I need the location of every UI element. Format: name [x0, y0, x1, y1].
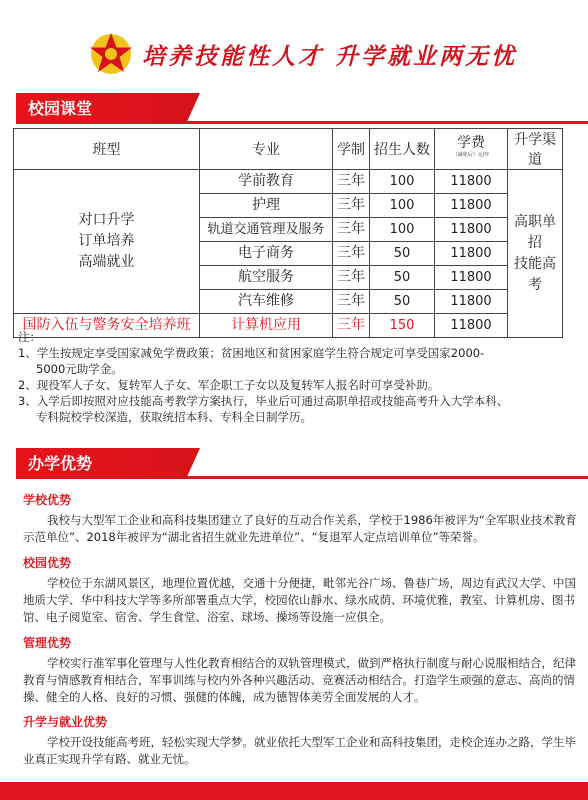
advantage-text: 我校与大型军工企业和高科技集团建立了良好的互动合作关系，学校于1986年被评为“全军职业技术教育示范单位”、2018年被评为“湖北省招生就业先进单位”、“复退军人定点培训单位”等荣誉。: [23, 513, 577, 544]
advantage-text: 学校位于东湖风景区，地理位置优越，交通十分便捷，毗邻光谷广场、鲁巷广场，周边有武汉大学、中国地质大学、华中科技大学等多所部署重点大学，校园依山靜水、绿水成荫、环境优雅，教室、计算机房、图书馆、电子阅览室、宿舍、学生食堂、浴室、球场、操场等设施一应俱全。: [23, 576, 576, 624]
col-header-count: 招生人数: [370, 129, 435, 170]
advantage-title: 管理优势: [23, 636, 72, 650]
notes-label: 注：: [18, 330, 41, 344]
advantage-title: 校园优势: [23, 556, 72, 570]
class-type-line: 对口升学: [78, 212, 135, 228]
advantage-title: 升学与就业优势: [23, 715, 108, 729]
major-cell: 护理: [200, 194, 333, 218]
fee-cell: 11800: [435, 314, 508, 338]
col-header-channel: 升学渠道: [508, 129, 563, 170]
note-3: 3、入学后即按照对应技能高考教学方案执行，毕业后可通过高职单招或技能高考升入大学本科、: [18, 394, 509, 408]
col-header-major: 专业: [200, 129, 333, 170]
note-1: 1、学生按规定享受国家减免学费政策；贫困地区和贫困家庭学生符合规定可享受国家2000-: [18, 346, 485, 360]
channel-line: 技能高考: [514, 255, 556, 293]
table-row: [14, 170, 563, 194]
count-cell: 100: [370, 194, 435, 218]
class-type-line: 高端就业: [78, 254, 135, 270]
advantage-title: 学校优势: [23, 493, 72, 507]
channel-line: 高职单招: [514, 213, 556, 251]
count-cell: 50: [370, 290, 435, 314]
major-cell: 航空服务: [200, 266, 333, 290]
years-cell: 三年: [333, 170, 370, 194]
major-cell: 电子商务: [200, 242, 333, 266]
note-2: 2、现役军人子女、复转军人子女、军企职工子女以及复转军人报名时可享受补助。: [18, 378, 440, 392]
footer-bar: [0, 782, 588, 800]
fee-cell: 11800: [435, 170, 508, 194]
years-cell: 三年: [333, 242, 370, 266]
years-cell: 三年: [333, 290, 370, 314]
advantage-employment: [23, 714, 578, 768]
note-3-cont: 专科院校学校深造，获取统招本科、专科全日制学历。: [36, 410, 312, 424]
advantage-text: 学校实行准军事化管理与人性化教育相结合的双轨管理模式，做到严格执行制度与耐心说服相结合，纪律教育与情感教育相结合，军事训练与校内外各种兴趣活动、竞赛活动相结合。打造学生顽强的意志、高尚的情操、健全的人格、良好的习惯、强健的体魄，成为德智体美劳全面发展的人才。: [23, 656, 576, 704]
fee-header-note: （减免后）元/年: [452, 152, 490, 158]
years-cell: 三年: [333, 218, 370, 242]
section-advantages: [16, 448, 588, 479]
major-cell: 轨道交通管理及服务: [200, 218, 333, 242]
class-type-line: 订单培养: [78, 233, 135, 249]
col-header-years: 学制: [333, 129, 370, 170]
fee-header-label: 学费: [457, 135, 485, 151]
col-header-fee: [435, 129, 508, 170]
section-title: 办学优势: [16, 448, 186, 479]
major-cell: 学前教育: [200, 170, 333, 194]
years-cell: 三年: [333, 314, 370, 338]
special-class-type-cell: 国防入伍与警务安全培养班: [14, 314, 200, 338]
class-type-cell: [14, 170, 200, 314]
fee-cell: 11800: [435, 218, 508, 242]
advantage-management: [23, 635, 578, 706]
count-cell: 50: [370, 266, 435, 290]
header-slogan: 培养技能性人才 升学就业两无忧: [142, 43, 518, 70]
advantage-school: [23, 492, 578, 546]
advantage-text: 学校开设技能高考班，轻松实现大学梦。就业依托大型军工企业和高科技集团，走校企连办之路，学生毕业真正实现升学有路、就业无忧。: [23, 735, 576, 766]
header: [0, 0, 588, 78]
section-campus-class: [16, 93, 588, 124]
count-cell: 150: [370, 314, 435, 338]
fee-cell: 11800: [435, 290, 508, 314]
major-cell: 计算机应用: [200, 314, 333, 338]
channel-cell: [508, 170, 563, 338]
course-table: [13, 128, 563, 338]
count-cell: 100: [370, 170, 435, 194]
advantage-campus: [23, 555, 578, 626]
table-header-row: [14, 129, 563, 170]
fee-cell: 11800: [435, 242, 508, 266]
col-header-class-type: 班型: [14, 129, 200, 170]
fee-cell: 11800: [435, 194, 508, 218]
army-star-emblem-icon: [88, 30, 134, 76]
notes: [18, 329, 578, 425]
section-title: 校园课堂: [16, 93, 186, 124]
years-cell: 三年: [333, 194, 370, 218]
fee-cell: 11800: [435, 266, 508, 290]
major-cell: 汽车维修: [200, 290, 333, 314]
note-1-cont: 5000元助学金。: [36, 362, 123, 376]
count-cell: 50: [370, 242, 435, 266]
count-cell: 100: [370, 218, 435, 242]
years-cell: 三年: [333, 266, 370, 290]
